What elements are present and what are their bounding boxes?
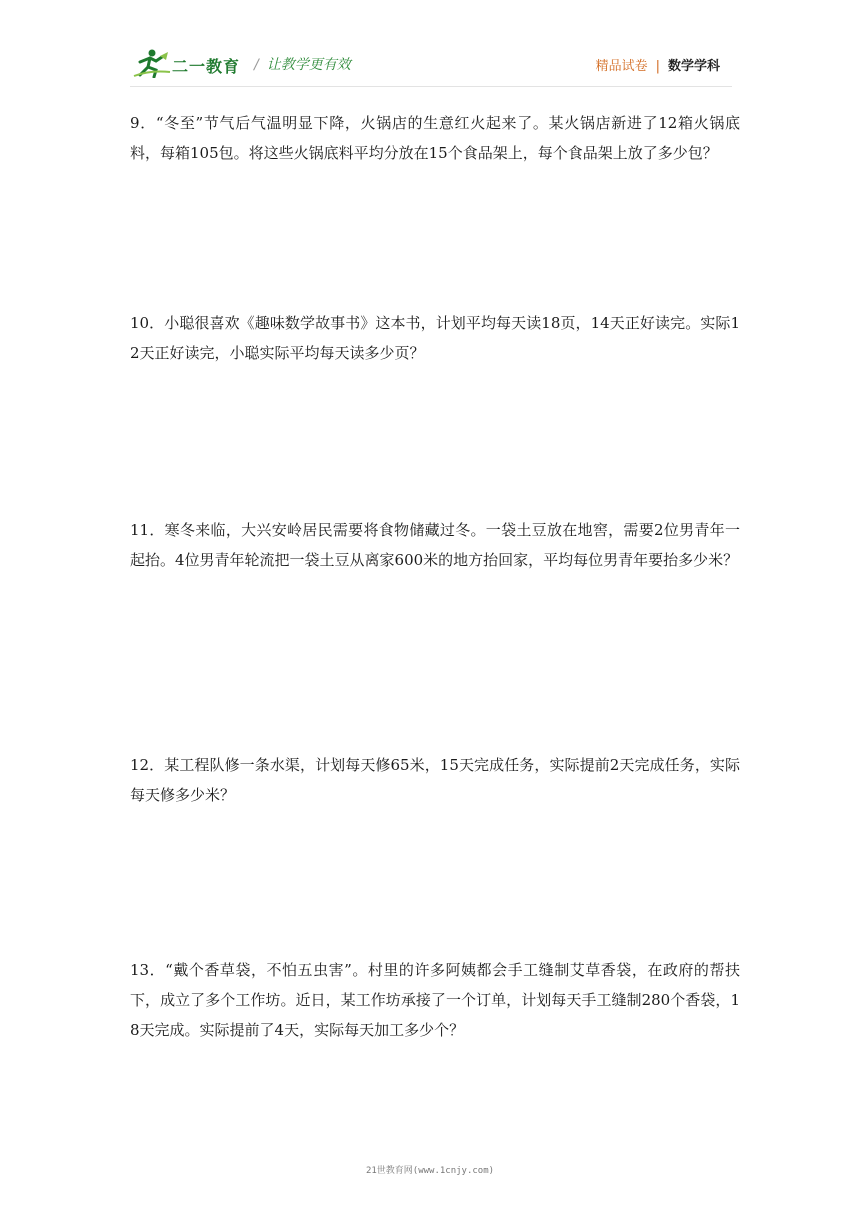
runner-logo-icon xyxy=(132,48,172,78)
question-11: 11．寒冬来临，大兴安岭居民需要将食物储藏过冬。一袋土豆放在地窖，需要2位男青年一起抬。4位男青年轮流把一袋土豆从离家600米的地方抬回家，平均每位男青年要抬多少米？ xyxy=(130,521,740,569)
page-footer: 21世教育网(www.1cnjy.com) xyxy=(365,1166,495,1176)
logo-text: 二一教育 xyxy=(172,57,241,76)
question-12: 12．某工程队修一条水渠，计划每天修65米，15天完成任务，实际提前2天完成任务，实际每天修多少米？ xyxy=(130,756,740,804)
brand-logo xyxy=(132,48,252,80)
header-right xyxy=(596,55,720,74)
question-13: 13．“戴个香草袋，不怕五虫害”。村里的许多阿姨都会手工缝制艾草香袋，在政府的帮扶下，成立了多个工作坊。近日，某工作坊承接了一个订单，计划每天手工缝制280个香袋，18天完成。实际提前了4天，实际每天加工多少个？ xyxy=(130,961,740,1039)
header-separator: | xyxy=(655,59,660,74)
subject-label: 数学学科 xyxy=(667,59,720,74)
question-10: 10．小聪很喜欢《趣味数学故事书》这本书，计划平均每天读18页，14天正好读完。实际12天正好读完，小聪实际平均每天读多少页？ xyxy=(130,314,740,362)
paper-tag: 精品试卷 xyxy=(595,59,648,74)
page-header xyxy=(0,0,860,92)
slogan-text: 让教学更有效 xyxy=(266,57,351,73)
slogan xyxy=(254,54,351,74)
question-9: 9．“冬至”节气后气温明显下降，火锅店的生意红火起来了。某火锅店新进了12箱火锅底料，每箱105包。将这些火锅底料平均分放在15个食品架上，每个食品架上放了多少包？ xyxy=(130,114,740,162)
header-divider xyxy=(130,86,732,87)
slogan-slash: / xyxy=(254,57,259,73)
